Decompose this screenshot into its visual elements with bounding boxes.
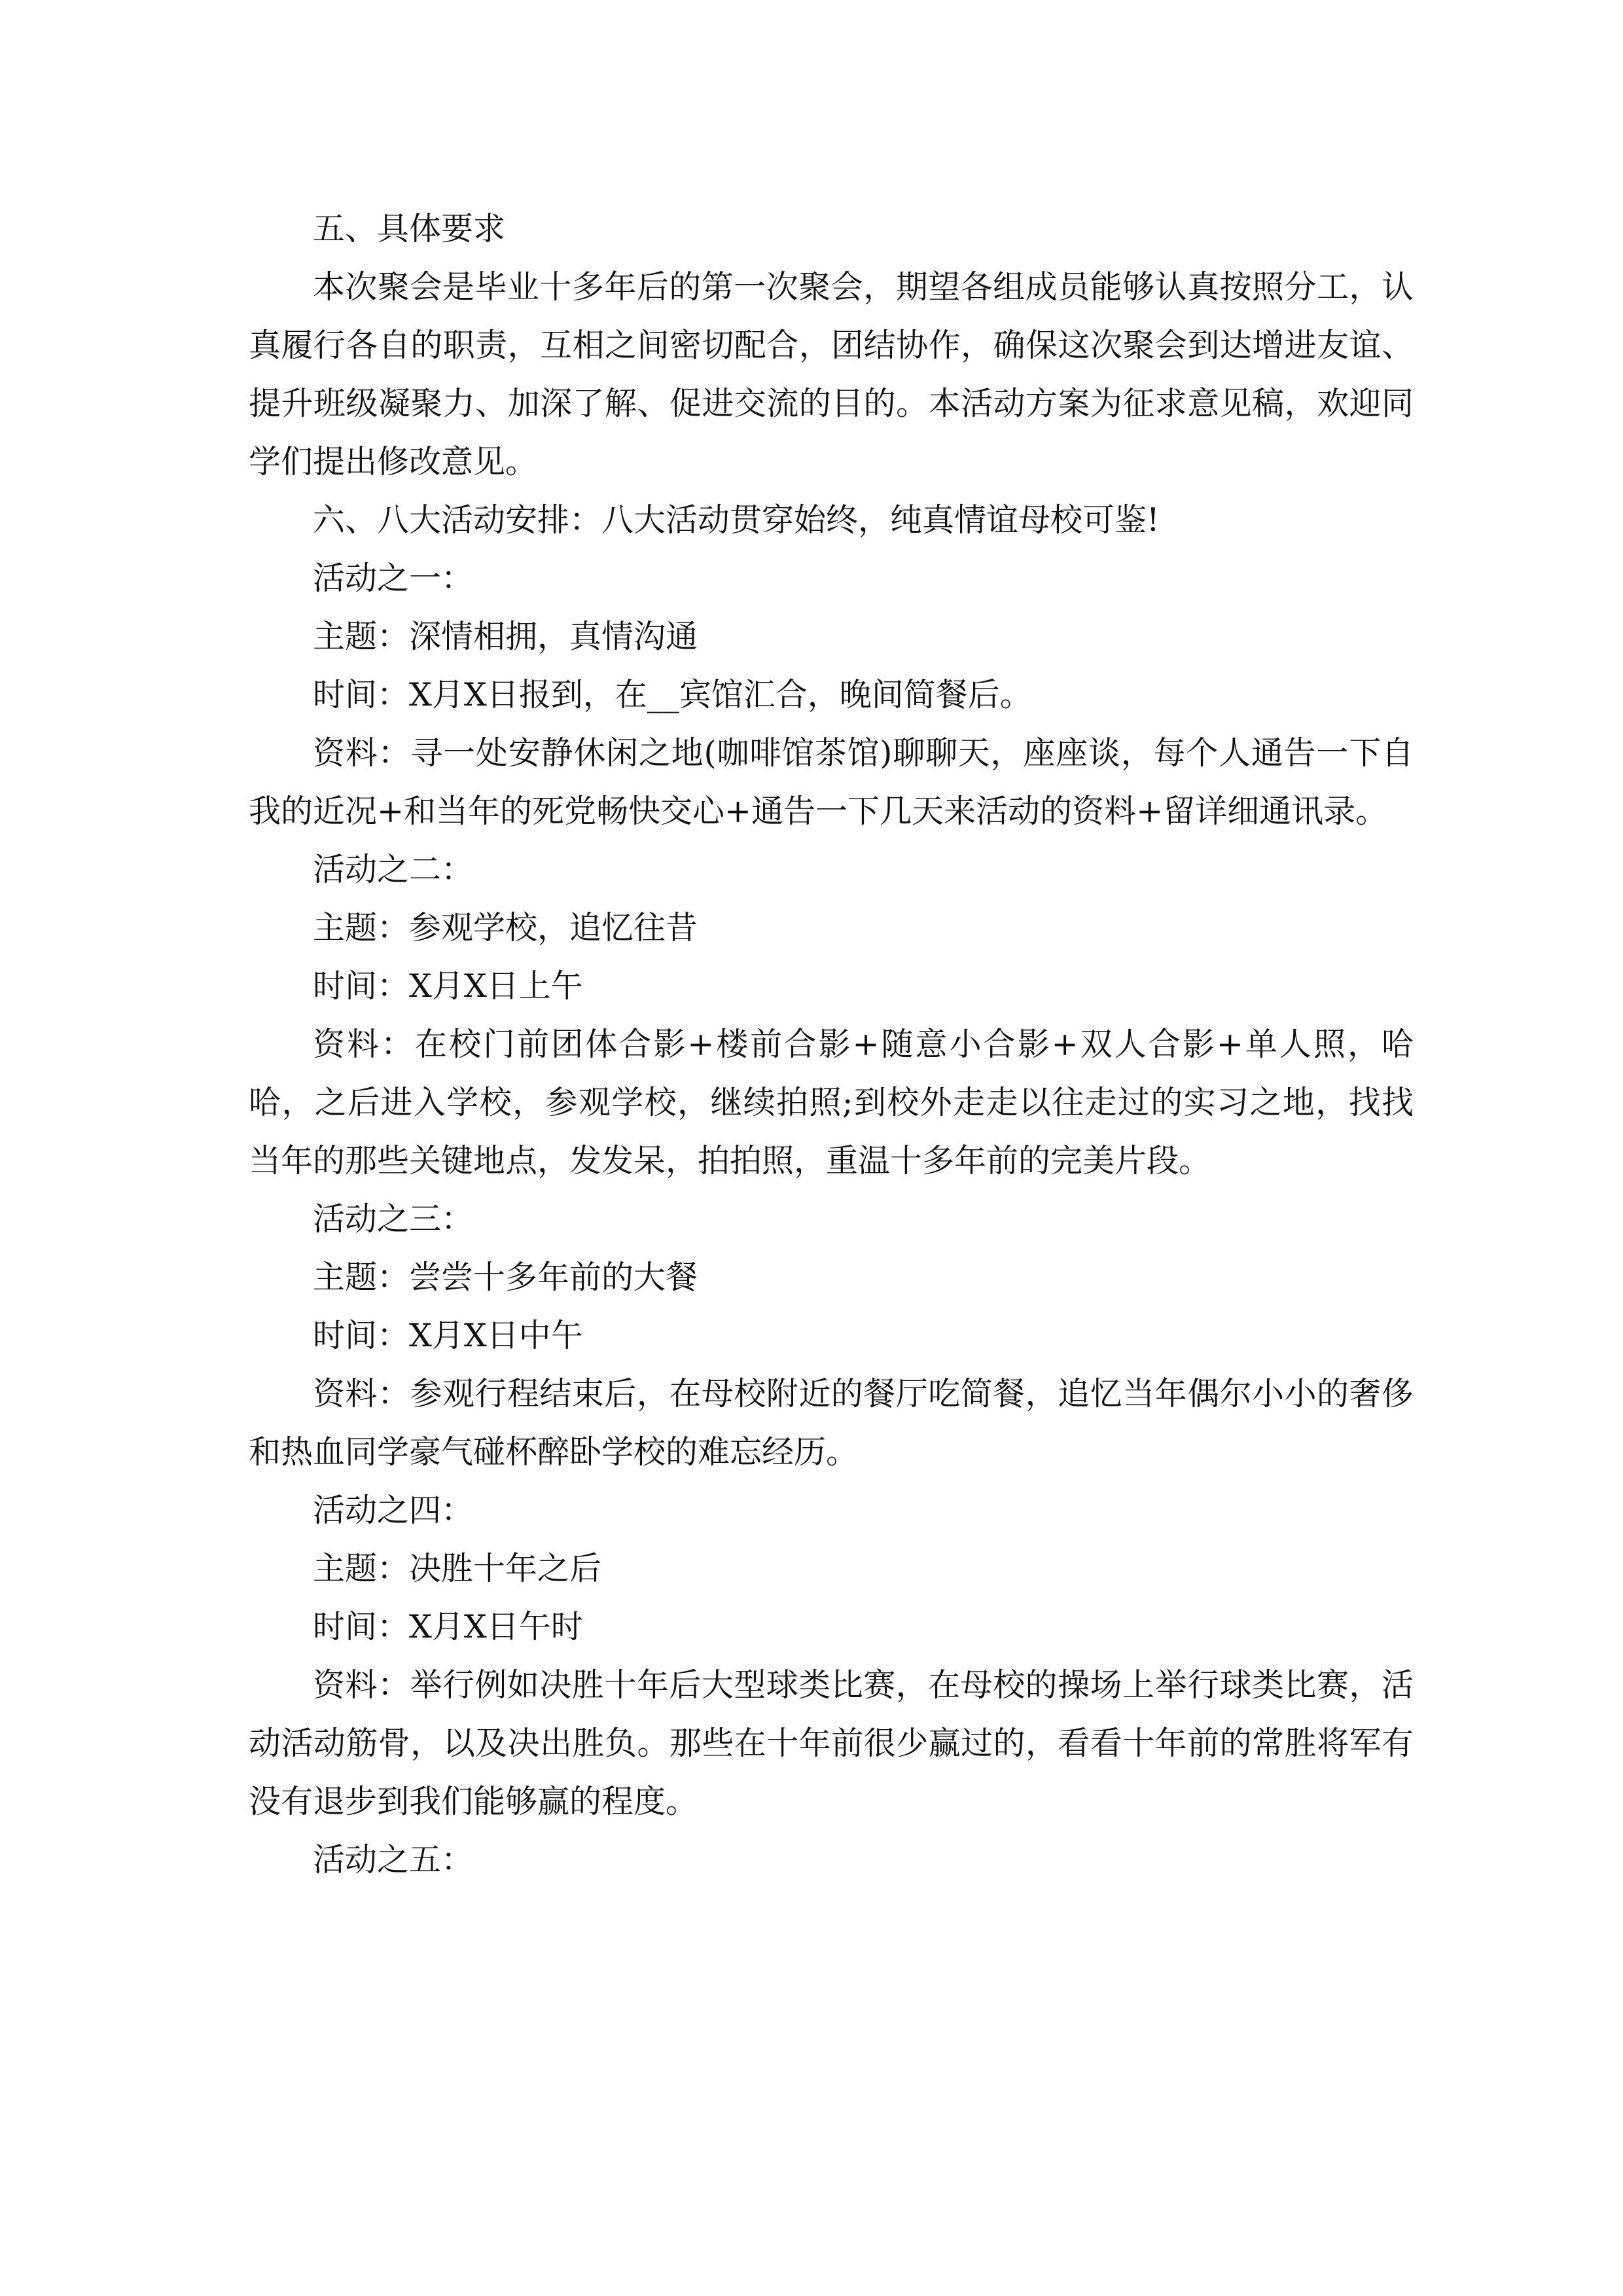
requirements-paragraph: 本次聚会是毕业十多年后的第一次聚会，期望各组成员能够认真按照分工，认真履行各自的职责，互相之间密切配合，团结协作，确保这次聚会到达增进友谊、提升班级凝聚力、加深了解、促进交流的目的。本活动方案为征求意见稿，欢迎同学们提出修改意见。: [249, 268, 1414, 480]
activity-1-heading: 活动之一：: [313, 560, 474, 597]
activity-5-heading: 活动之五：: [313, 1841, 474, 1878]
activity-3-heading: 活动之三：: [313, 1200, 474, 1238]
activity-1-content: 资料：寻一处安静休闲之地(咖啡馆茶馆)聊聊天，座座谈，每个人通告一下自我的近况+和当年的死党畅快交心+通告一下几天来活动的资料+留详细通讯录。: [249, 734, 1414, 830]
activity-2-theme: 主题：参观学校，追忆往昔: [313, 909, 698, 946]
section-heading-requirements: 五、具体要求: [313, 210, 506, 247]
activity-4-theme: 主题：决胜十年之后: [313, 1550, 602, 1587]
activity-3-content: 资料：参观行程结束后，在母校附近的餐厅吃简餐，追忆当年偶尔小小的奢侈和热血同学豪气碰杯醉卧学校的难忘经历。: [249, 1375, 1414, 1471]
activity-1-time: 时间：X月X日报到，在__宾馆汇合，晚间简餐后。: [313, 676, 1032, 713]
activity-4-heading: 活动之四：: [313, 1492, 474, 1529]
activity-3-theme: 主题：尝尝十多年前的大餐: [313, 1259, 698, 1296]
section-heading-activities: 六、八大活动安排：八大活动贯穿始终，纯真情谊母校可鉴!: [313, 501, 1160, 539]
activity-4-content: 资料：举行例如决胜十年后大型球类比赛，在母校的操场上举行球类比赛，活动活动筋骨，以及决出胜负。那些在十年前很少赢过的，看看十年前的常胜将军有没有退步到我们能够赢的程度。: [249, 1666, 1414, 1820]
activity-1-theme: 主题：深情相拥，真情沟通: [313, 618, 698, 655]
document-body: [249, 200, 1414, 1889]
activity-4-time: 时间：X月X日午时: [313, 1608, 583, 1645]
activity-2-content: 资料：在校门前团体合影+楼前合影+随意小合影+双人合影+单人照，哈哈，之后进入学校，参观学校，继续拍照;到校外走走以往走过的实习之地，找找当年的那些关键地点，发发呆，拍拍照，重温十多年前的完美片段。: [249, 1026, 1414, 1179]
activity-3-time: 时间：X月X日中午: [313, 1317, 583, 1354]
activity-2-time: 时间：X月X日上午: [313, 967, 583, 1005]
activity-2-heading: 活动之二：: [313, 851, 474, 888]
